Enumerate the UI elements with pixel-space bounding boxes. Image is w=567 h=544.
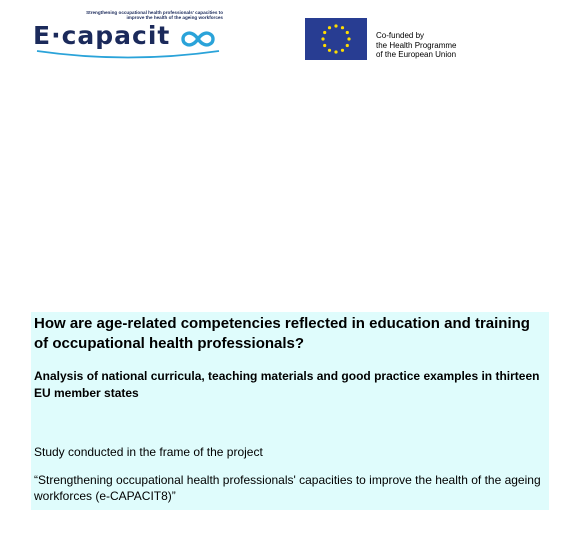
eu-text-line-2: the Health Programme — [376, 40, 457, 50]
document-subtitle: Analysis of national curricula, teaching materials and good practice examples in thirteen EU member states — [34, 369, 540, 400]
eu-text-line-3: of the European Union — [376, 50, 457, 59]
project-name: “Strengthening occupational health professionals' capacities to improve the health of the ageing workforces (e-CAPACIT8)” — [34, 473, 541, 503]
page-header — [0, 0, 567, 80]
ecapacit8-logo — [33, 10, 233, 62]
logo-wordmark: E·capacit — [33, 21, 171, 50]
study-intro: Study conducted in the frame of the project — [34, 445, 263, 459]
eu-text-line-1: Co-funded by — [376, 31, 425, 40]
document-title: How are age-related competencies reflected in education and training of occupational health professionals? — [34, 315, 530, 352]
eu-flag-icon — [305, 18, 367, 60]
eu-cofunding-statement — [376, 31, 456, 60]
document-title-block — [31, 312, 549, 510]
infinity-8-icon — [180, 30, 216, 48]
logo-tagline: Strengthening occupational health professionals' capacities to improve the health of the ageing workforces — [86, 10, 223, 21]
logo-swoosh-icon — [33, 48, 223, 62]
